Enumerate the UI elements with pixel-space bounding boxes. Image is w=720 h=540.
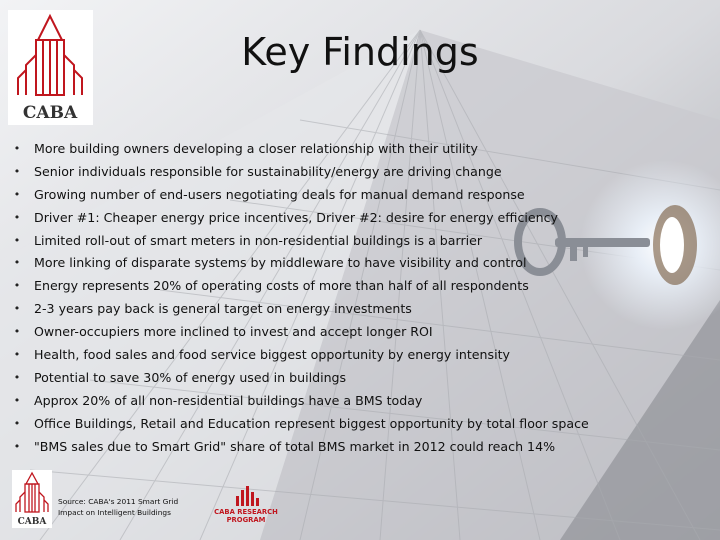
bullet-icon: • bbox=[13, 393, 21, 407]
bullet-icon: • bbox=[13, 210, 21, 224]
source-line: Impact on Intelligent Buildings bbox=[58, 508, 171, 517]
research-label: PROGRAM bbox=[226, 516, 266, 524]
list-item: • Limited roll-out of smart meters in non-residential buildings is a barrier bbox=[12, 230, 712, 253]
list-item: • Health, food sales and food service biggest opportunity by energy intensity bbox=[12, 344, 712, 367]
bullet-icon: • bbox=[13, 439, 21, 453]
footer-caba-logo bbox=[12, 470, 52, 528]
list-item: • Office Buildings, Retail and Education represent biggest opportunity by total floor space bbox=[12, 413, 712, 436]
caba-logo-text: CABA bbox=[22, 103, 78, 123]
source-line: Source: CABA's 2011 Smart Grid bbox=[58, 497, 179, 506]
caba-research-program-logo bbox=[212, 484, 280, 526]
list-item: • Senior individuals responsible for sustainability/energy are driving change bbox=[12, 161, 712, 184]
list-item: • Driver #1: Cheaper energy price incentives, Driver #2: desire for energy efficiency bbox=[12, 207, 712, 230]
list-item: • Approx 20% of all non-residential buildings have a BMS today bbox=[12, 390, 712, 413]
bullet-icon: • bbox=[13, 164, 21, 178]
bullet-icon: • bbox=[13, 416, 21, 430]
bullet-icon: • bbox=[13, 233, 21, 247]
research-label: CABA RESEARCH bbox=[214, 508, 278, 516]
caba-building-icon bbox=[12, 470, 52, 528]
bullet-icon: • bbox=[13, 279, 21, 293]
bullet-icon: • bbox=[13, 325, 21, 339]
bullet-icon: • bbox=[13, 142, 21, 155]
list-item: • 2-3 years pay back is general target on energy investments bbox=[12, 298, 712, 321]
bullet-icon: • bbox=[13, 256, 21, 270]
list-item: • More building owners developing a closer relationship with their utility bbox=[12, 138, 712, 161]
research-bars-icon bbox=[212, 484, 280, 508]
bullet-icon: • bbox=[13, 370, 21, 384]
list-item: • Energy represents 20% of operating costs of more than half of all respondents bbox=[12, 275, 712, 298]
list-item: • More linking of disparate systems by middleware to have visibility and control bbox=[12, 252, 712, 275]
bullet-icon: • bbox=[13, 187, 21, 201]
source-note bbox=[58, 496, 178, 518]
bullet-icon: • bbox=[13, 302, 21, 316]
list-item: • Growing number of end-users negotiating deals for manual demand response bbox=[12, 184, 712, 207]
slide-title: Key Findings bbox=[241, 30, 479, 74]
list-item: • "BMS sales due to Smart Grid" share of total BMS market in 2012 could reach 14% bbox=[12, 436, 712, 459]
list-item: • Potential to save 30% of energy used in buildings bbox=[12, 367, 712, 390]
footer-logo-text: CABA bbox=[17, 517, 47, 527]
bullet-icon: • bbox=[13, 348, 21, 362]
list-item: • Owner-occupiers more inclined to invest and accept longer ROI bbox=[12, 321, 712, 344]
key-findings-list bbox=[12, 138, 712, 458]
